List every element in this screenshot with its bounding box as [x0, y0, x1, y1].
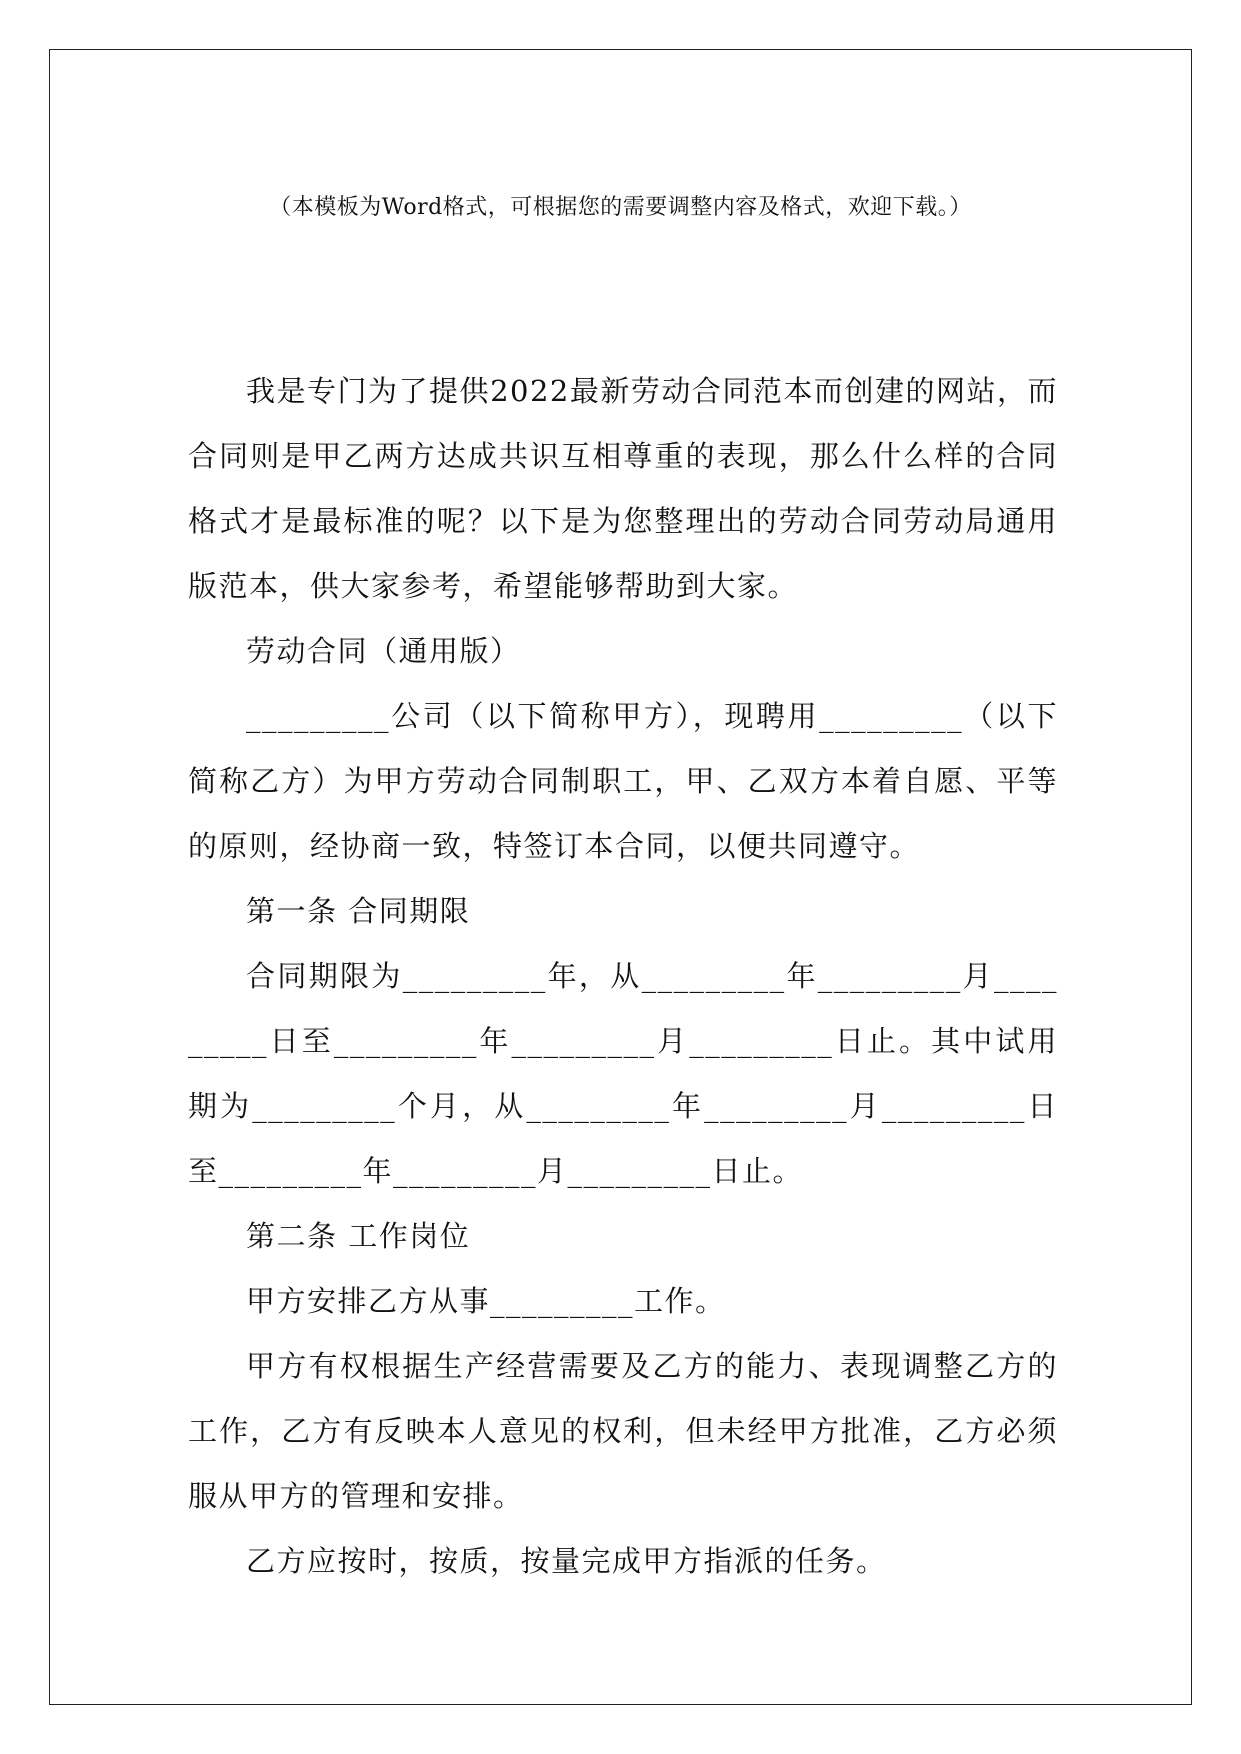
- article-2-heading: 第二条 工作岗位: [246, 1219, 471, 1253]
- intro-paragraph: 我是专门为了提供2022最新劳动合同范本而创建的网站，而合同则是甲乙两方达成共识互相尊重的表现，那么什么样的合同格式才是最标准的呢？以下是为您整理出的劳动合同劳动局通用版范本，供大家参考，希望能够帮助到大家。: [188, 374, 1058, 603]
- contract-title: 劳动合同（通用版）: [246, 634, 521, 668]
- template-notice: （本模板为Word格式，可根据您的需要调整内容及格式，欢迎下载。）: [269, 195, 972, 220]
- article-1-heading: 第一条 合同期限: [246, 894, 471, 928]
- job-assignment-paragraph: 甲方安排乙方从事_________工作。: [246, 1284, 726, 1318]
- document-body: [188, 359, 1058, 1594]
- task-completion-paragraph: 乙方应按时，按质，按量完成甲方指派的任务。: [246, 1544, 887, 1578]
- contract-term-paragraph: 合同期限为_________年，从_________年_________月_________日至_________年_________月_________日止。其中试用期为_________个月，从_________年_________月_________日至_________年_________月_________日止。: [188, 959, 1058, 1188]
- parties-paragraph: _________公司（以下简称甲方），现聘用_________（以下简称乙方）为甲方劳动合同制职工，甲、乙双方本着自愿、平等的原则，经协商一致，特签订本合同，以便共同遵守。: [188, 699, 1058, 863]
- job-adjustment-paragraph: 甲方有权根据生产经营需要及乙方的能力、表现调整乙方的工作，乙方有反映本人意见的权利，但未经甲方批准，乙方必须服从甲方的管理和安排。: [188, 1349, 1058, 1513]
